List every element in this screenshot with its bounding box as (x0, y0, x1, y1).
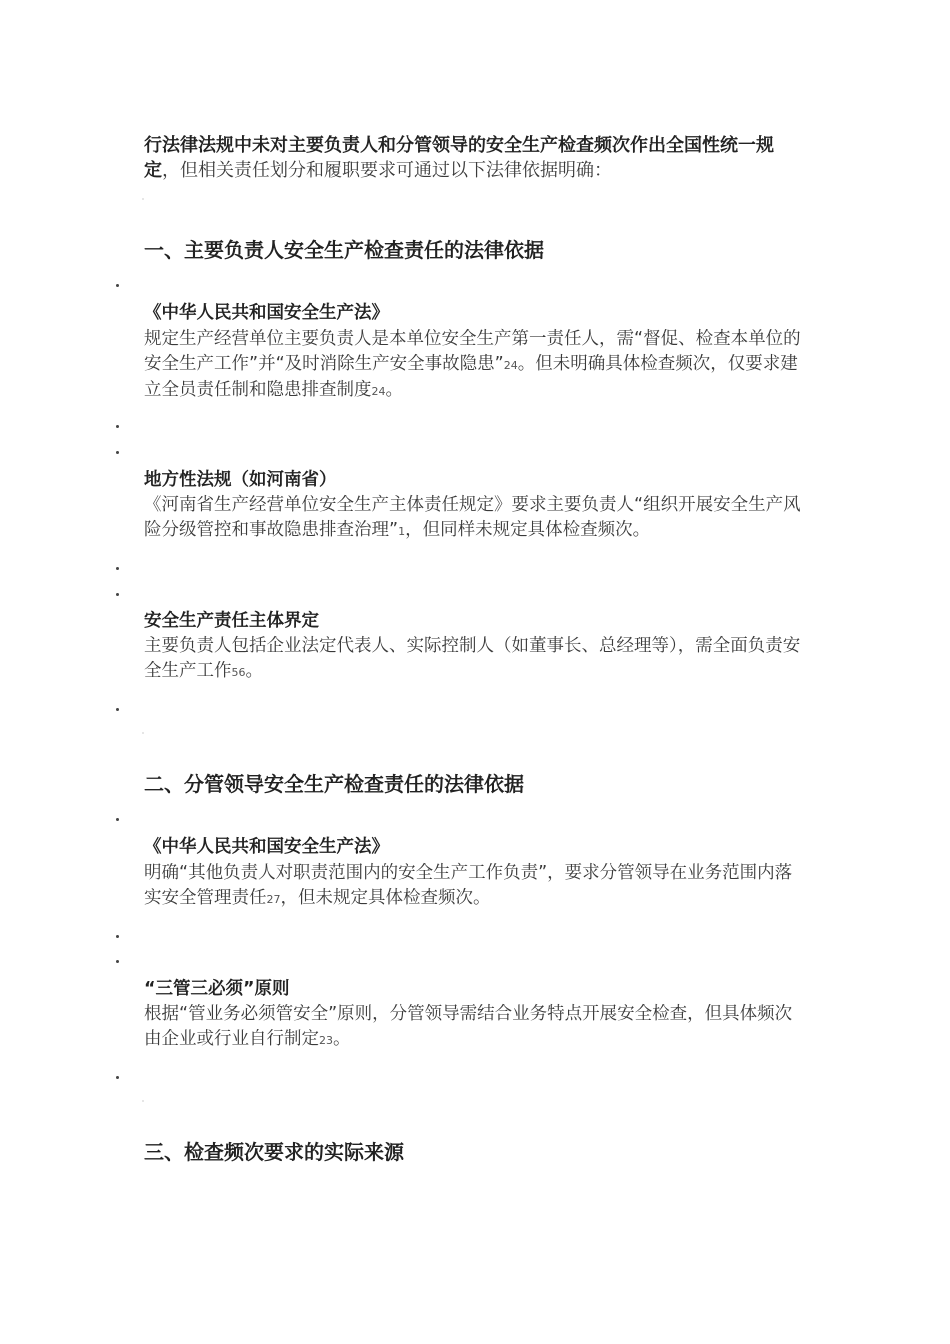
intro-paragraph (144, 133, 804, 183)
item-body-text: ，但未规定具体检查频次。 (280, 888, 491, 908)
section-heading-2: 二、分管领导安全生产检查责任的法律依据 (144, 772, 524, 796)
item-body-text: 。但未明确具体检查频次，仅要求建立全员责任制和隐患排查制度 (144, 354, 798, 400)
divider-dot (142, 1100, 144, 1102)
bullet-point (116, 1076, 119, 1079)
bullet-point (116, 451, 119, 454)
item-body (144, 327, 804, 404)
citation-ref: 24 (503, 359, 518, 372)
item-body (144, 861, 804, 912)
item-body-text: 规定生产经营单位主要负责人是本单位安全生产第一责任人，需“督促、检查本单位的安全生产工作”并“及时消除生产安全事故隐患” (144, 329, 801, 374)
item-body-text: 。 (385, 380, 403, 400)
item-body (144, 493, 804, 544)
item-body (144, 1002, 804, 1053)
intro-bold-text: 行法律法规中未对主要负责人和分管领导的安全生产检查频次作出全国性统一规定 (144, 135, 774, 181)
citation-ref: 23 (319, 1034, 333, 1047)
item-body-text: 主要负责人包括企业法定代表人、实际控制人（如董事长、总经理等），需全面负责安全生产工作 (144, 636, 801, 681)
item-title: 《中华人民共和国安全生产法》 (144, 837, 389, 857)
bullet-point (116, 935, 119, 938)
divider-dot (142, 732, 144, 734)
item-title: 《中华人民共和国安全生产法》 (144, 303, 389, 323)
bullet-point (116, 567, 119, 570)
bullet-point (116, 708, 119, 711)
citation-ref: 1 (398, 525, 406, 538)
divider-dot (142, 198, 144, 200)
bullet-point (116, 960, 119, 963)
bullet-point (116, 818, 119, 821)
item-body-text: 《河南省生产经营单位安全生产主体责任规定》要求主要负责人“组织开展安全生产风险分级管控和事故隐患排查治理” (144, 495, 801, 540)
bullet-point (116, 425, 119, 428)
bullet-point (116, 284, 119, 287)
item-body-text: 明确“其他负责人对职责范围内的安全生产工作负责”，要求分管领导在业务范围内落实安全管理责任 (144, 863, 793, 908)
item-body (144, 634, 804, 685)
item-title: 地方性法规（如河南省） (144, 470, 337, 490)
item-body-text: 。 (333, 1029, 351, 1049)
item-title: 安全生产责任主体界定 (144, 611, 319, 631)
item-body-text: ，但同样未规定具体检查频次。 (405, 520, 651, 540)
citation-ref: 27 (266, 893, 281, 906)
item-title: “三管三必须”原则 (144, 979, 290, 999)
item-body-text: 。 (245, 661, 263, 681)
section-heading-1: 一、主要负责人安全生产检查责任的法律依据 (144, 238, 544, 262)
intro-rest-text: ，但相关责任划分和履职要求可通过以下法律依据明确： (162, 160, 612, 181)
item-body-text: 根据“管业务必须管安全”原则，分管领导需结合业务特点开展安全检查，但具体频次由企业或行业自行制定 (144, 1004, 793, 1049)
citation-ref: 24 (371, 385, 386, 398)
bullet-point (116, 593, 119, 596)
section-heading-3: 三、检查频次要求的实际来源 (144, 1140, 404, 1164)
citation-ref: 56 (231, 666, 246, 679)
